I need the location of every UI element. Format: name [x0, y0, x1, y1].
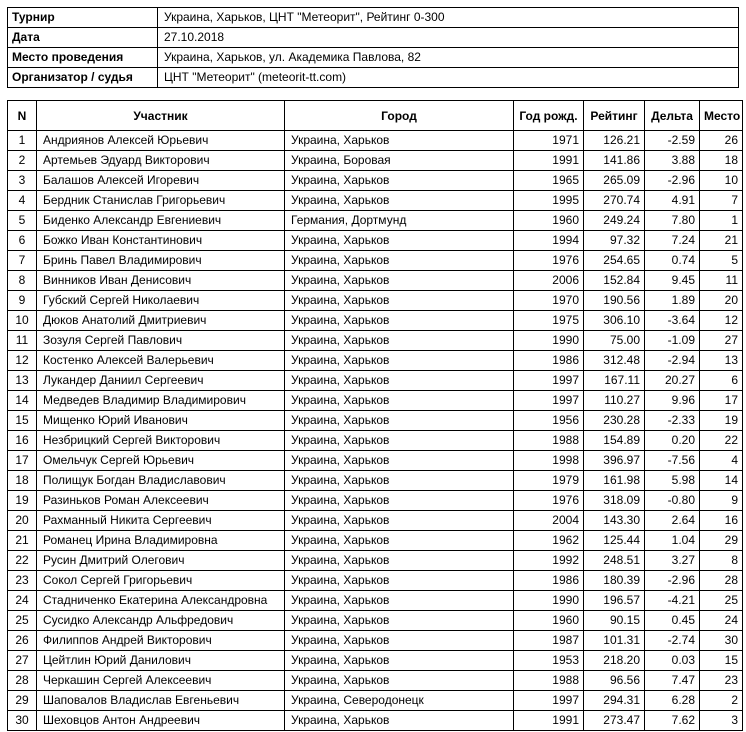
cell-participant: Бердник Станислав Григорьевич: [37, 191, 285, 211]
cell-participant: Шаповалов Владислав Евгеньевич: [37, 691, 285, 711]
cell-delta: 2.64: [645, 511, 700, 531]
cell-city: Украина, Харьков: [285, 291, 514, 311]
cell-delta: 7.62: [645, 711, 700, 731]
cell-rating: 294.31: [584, 691, 645, 711]
results-table: [7, 100, 743, 731]
cell-rating: 161.98: [584, 471, 645, 491]
cell-birth-year: 1998: [514, 451, 584, 471]
table-row: [8, 271, 743, 291]
cell-number: 6: [8, 231, 37, 251]
cell-birth-year: 1962: [514, 531, 584, 551]
cell-participant: Балашов Алексей Игоревич: [37, 171, 285, 191]
cell-delta: -1.09: [645, 331, 700, 351]
cell-number: 28: [8, 671, 37, 691]
cell-rating: 125.44: [584, 531, 645, 551]
info-label: Место проведения: [8, 48, 158, 68]
cell-birth-year: 1971: [514, 131, 584, 151]
cell-participant: Лукандер Даниил Сергеевич: [37, 371, 285, 391]
cell-place: 26: [700, 131, 743, 151]
cell-rating: 270.74: [584, 191, 645, 211]
cell-birth-year: 1960: [514, 211, 584, 231]
cell-city: Украина, Боровая: [285, 151, 514, 171]
cell-delta: -2.59: [645, 131, 700, 151]
cell-participant: Артемьев Эдуард Викторович: [37, 151, 285, 171]
cell-place: 13: [700, 351, 743, 371]
table-row: [8, 491, 743, 511]
cell-participant: Медведев Владимир Владимирович: [37, 391, 285, 411]
cell-city: Украина, Харьков: [285, 351, 514, 371]
cell-city: Украина, Харьков: [285, 391, 514, 411]
cell-participant: Сусидко Александр Альфредович: [37, 611, 285, 631]
tournament-info-table: [7, 7, 739, 88]
cell-birth-year: 1970: [514, 291, 584, 311]
cell-number: 5: [8, 211, 37, 231]
cell-place: 3: [700, 711, 743, 731]
header-place: Место: [700, 101, 743, 131]
cell-city: Украина, Харьков: [285, 491, 514, 511]
cell-participant: Полищук Богдан Владиславович: [37, 471, 285, 491]
cell-place: 8: [700, 551, 743, 571]
cell-rating: 141.86: [584, 151, 645, 171]
cell-city: Украина, Харьков: [285, 671, 514, 691]
cell-participant: Костенко Алексей Валерьевич: [37, 351, 285, 371]
cell-rating: 273.47: [584, 711, 645, 731]
table-row: [8, 651, 743, 671]
cell-delta: 1.04: [645, 531, 700, 551]
cell-birth-year: 1979: [514, 471, 584, 491]
cell-rating: 90.15: [584, 611, 645, 631]
cell-delta: -2.96: [645, 171, 700, 191]
header-city: Город: [285, 101, 514, 131]
table-row: [8, 691, 743, 711]
cell-number: 21: [8, 531, 37, 551]
cell-birth-year: 1988: [514, 671, 584, 691]
cell-participant: Винников Иван Денисович: [37, 271, 285, 291]
cell-delta: 7.24: [645, 231, 700, 251]
cell-rating: 254.65: [584, 251, 645, 271]
cell-city: Украина, Харьков: [285, 231, 514, 251]
info-row-tournament: [8, 8, 739, 28]
cell-rating: 249.24: [584, 211, 645, 231]
cell-birth-year: 1992: [514, 551, 584, 571]
info-value: Украина, Харьков, ЦНТ "Метеорит", Рейтинг 0-300: [158, 8, 739, 28]
cell-number: 23: [8, 571, 37, 591]
cell-participant: Мищенко Юрий Иванович: [37, 411, 285, 431]
cell-number: 1: [8, 131, 37, 151]
cell-birth-year: 1997: [514, 371, 584, 391]
table-row: [8, 291, 743, 311]
cell-delta: -4.21: [645, 591, 700, 611]
cell-rating: 96.56: [584, 671, 645, 691]
header-participant: Участник: [37, 101, 285, 131]
info-value: ЦНТ "Метеорит" (meteorit-tt.com): [158, 68, 739, 88]
info-row-organizer: [8, 68, 739, 88]
table-row: [8, 411, 743, 431]
cell-city: Украина, Харьков: [285, 631, 514, 651]
cell-birth-year: 1965: [514, 171, 584, 191]
table-row: [8, 611, 743, 631]
cell-participant: Божко Иван Константинович: [37, 231, 285, 251]
table-row: [8, 231, 743, 251]
cell-birth-year: 1986: [514, 571, 584, 591]
cell-participant: Филиппов Андрей Викторович: [37, 631, 285, 651]
cell-participant: Русин Дмитрий Олегович: [37, 551, 285, 571]
cell-birth-year: 1988: [514, 431, 584, 451]
cell-place: 15: [700, 651, 743, 671]
cell-delta: 9.45: [645, 271, 700, 291]
cell-city: Украина, Харьков: [285, 251, 514, 271]
cell-number: 2: [8, 151, 37, 171]
cell-number: 29: [8, 691, 37, 711]
table-row: [8, 211, 743, 231]
cell-place: 28: [700, 571, 743, 591]
results-header-row: [8, 101, 743, 131]
table-row: [8, 151, 743, 171]
cell-rating: 196.57: [584, 591, 645, 611]
cell-rating: 154.89: [584, 431, 645, 451]
info-label: Дата: [8, 28, 158, 48]
cell-place: 10: [700, 171, 743, 191]
cell-city: Украина, Харьков: [285, 171, 514, 191]
table-row: [8, 431, 743, 451]
cell-city: Украина, Харьков: [285, 511, 514, 531]
cell-delta: -2.94: [645, 351, 700, 371]
cell-delta: -2.33: [645, 411, 700, 431]
cell-place: 4: [700, 451, 743, 471]
cell-number: 8: [8, 271, 37, 291]
cell-number: 17: [8, 451, 37, 471]
cell-number: 26: [8, 631, 37, 651]
cell-delta: -0.80: [645, 491, 700, 511]
cell-city: Украина, Харьков: [285, 451, 514, 471]
cell-number: 22: [8, 551, 37, 571]
cell-delta: 1.89: [645, 291, 700, 311]
cell-participant: Разиньков Роман Алексеевич: [37, 491, 285, 511]
cell-place: 14: [700, 471, 743, 491]
cell-place: 11: [700, 271, 743, 291]
table-row: [8, 371, 743, 391]
cell-place: 29: [700, 531, 743, 551]
table-row: [8, 171, 743, 191]
cell-delta: 9.96: [645, 391, 700, 411]
cell-birth-year: 1960: [514, 611, 584, 631]
cell-place: 24: [700, 611, 743, 631]
table-row: [8, 571, 743, 591]
cell-delta: 3.27: [645, 551, 700, 571]
cell-rating: 75.00: [584, 331, 645, 351]
table-row: [8, 671, 743, 691]
cell-participant: Рахманный Никита Сергеевич: [37, 511, 285, 531]
cell-number: 11: [8, 331, 37, 351]
cell-delta: 0.45: [645, 611, 700, 631]
info-row-date: [8, 28, 739, 48]
cell-number: 4: [8, 191, 37, 211]
cell-number: 30: [8, 711, 37, 731]
cell-birth-year: 1987: [514, 631, 584, 651]
cell-birth-year: 1953: [514, 651, 584, 671]
cell-city: Украина, Харьков: [285, 271, 514, 291]
cell-rating: 318.09: [584, 491, 645, 511]
cell-participant: Бринь Павел Владимирович: [37, 251, 285, 271]
cell-place: 19: [700, 411, 743, 431]
header-year: Год рожд.: [514, 101, 584, 131]
cell-place: 20: [700, 291, 743, 311]
cell-participant: Цейтлин Юрий Данилович: [37, 651, 285, 671]
cell-participant: Биденко Александр Евгениевич: [37, 211, 285, 231]
header-n: N: [8, 101, 37, 131]
cell-birth-year: 1997: [514, 691, 584, 711]
cell-delta: 0.20: [645, 431, 700, 451]
cell-participant: Незбрицкий Сергей Викторович: [37, 431, 285, 451]
info-value: 27.10.2018: [158, 28, 739, 48]
cell-birth-year: 1991: [514, 711, 584, 731]
cell-city: Украина, Харьков: [285, 711, 514, 731]
cell-number: 18: [8, 471, 37, 491]
cell-number: 19: [8, 491, 37, 511]
table-row: [8, 451, 743, 471]
cell-place: 22: [700, 431, 743, 451]
cell-delta: 4.91: [645, 191, 700, 211]
cell-participant: Омельчук Сергей Юрьевич: [37, 451, 285, 471]
cell-city: Украина, Харьков: [285, 591, 514, 611]
cell-rating: 101.31: [584, 631, 645, 651]
cell-number: 20: [8, 511, 37, 531]
cell-city: Украина, Харьков: [285, 531, 514, 551]
cell-rating: 230.28: [584, 411, 645, 431]
cell-participant: Черкашин Сергей Алексеевич: [37, 671, 285, 691]
cell-number: 10: [8, 311, 37, 331]
cell-delta: 0.74: [645, 251, 700, 271]
cell-rating: 152.84: [584, 271, 645, 291]
cell-rating: 306.10: [584, 311, 645, 331]
cell-birth-year: 1975: [514, 311, 584, 331]
table-row: [8, 531, 743, 551]
cell-birth-year: 1976: [514, 491, 584, 511]
table-row: [8, 511, 743, 531]
cell-rating: 167.11: [584, 371, 645, 391]
table-row: [8, 351, 743, 371]
results-body: [8, 131, 743, 731]
cell-number: 13: [8, 371, 37, 391]
cell-place: 21: [700, 231, 743, 251]
cell-birth-year: 1986: [514, 351, 584, 371]
info-label: Организатор / судья: [8, 68, 158, 88]
cell-number: 14: [8, 391, 37, 411]
table-row: [8, 131, 743, 151]
cell-birth-year: 2006: [514, 271, 584, 291]
cell-city: Украина, Харьков: [285, 551, 514, 571]
cell-city: Украина, Харьков: [285, 131, 514, 151]
cell-number: 15: [8, 411, 37, 431]
table-row: [8, 311, 743, 331]
cell-delta: -3.64: [645, 311, 700, 331]
cell-participant: Андриянов Алексей Юрьевич: [37, 131, 285, 151]
cell-place: 25: [700, 591, 743, 611]
cell-delta: 6.28: [645, 691, 700, 711]
cell-city: Украина, Северодонецк: [285, 691, 514, 711]
cell-city: Украина, Харьков: [285, 611, 514, 631]
cell-number: 3: [8, 171, 37, 191]
cell-city: Украина, Харьков: [285, 331, 514, 351]
cell-number: 25: [8, 611, 37, 631]
cell-number: 9: [8, 291, 37, 311]
cell-rating: 126.21: [584, 131, 645, 151]
cell-place: 1: [700, 211, 743, 231]
table-row: [8, 551, 743, 571]
cell-participant: Зозуля Сергей Павлович: [37, 331, 285, 351]
table-row: [8, 391, 743, 411]
cell-place: 18: [700, 151, 743, 171]
cell-place: 23: [700, 671, 743, 691]
cell-delta: -2.74: [645, 631, 700, 651]
cell-place: 6: [700, 371, 743, 391]
cell-city: Украина, Харьков: [285, 191, 514, 211]
header-rating: Рейтинг: [584, 101, 645, 131]
cell-birth-year: 1990: [514, 591, 584, 611]
cell-rating: 265.09: [584, 171, 645, 191]
cell-delta: 20.27: [645, 371, 700, 391]
cell-birth-year: 1990: [514, 331, 584, 351]
cell-number: 24: [8, 591, 37, 611]
cell-place: 30: [700, 631, 743, 651]
cell-participant: Сокол Сергей Григорьевич: [37, 571, 285, 591]
cell-birth-year: 1997: [514, 391, 584, 411]
cell-city: Украина, Харьков: [285, 651, 514, 671]
cell-city: Украина, Харьков: [285, 311, 514, 331]
table-row: [8, 711, 743, 731]
cell-city: Украина, Харьков: [285, 411, 514, 431]
cell-birth-year: 1994: [514, 231, 584, 251]
cell-participant: Дюков Анатолий Дмитриевич: [37, 311, 285, 331]
info-row-venue: [8, 48, 739, 68]
table-row: [8, 251, 743, 271]
cell-birth-year: 1956: [514, 411, 584, 431]
cell-birth-year: 1991: [514, 151, 584, 171]
table-row: [8, 471, 743, 491]
cell-rating: 218.20: [584, 651, 645, 671]
cell-delta: 3.88: [645, 151, 700, 171]
cell-rating: 248.51: [584, 551, 645, 571]
table-row: [8, 591, 743, 611]
cell-place: 12: [700, 311, 743, 331]
cell-rating: 143.30: [584, 511, 645, 531]
cell-rating: 110.27: [584, 391, 645, 411]
cell-participant: Романец Ирина Владимировна: [37, 531, 285, 551]
cell-city: Украина, Харьков: [285, 431, 514, 451]
cell-birth-year: 1995: [514, 191, 584, 211]
table-row: [8, 331, 743, 351]
cell-city: Германия, Дортмунд: [285, 211, 514, 231]
cell-place: 5: [700, 251, 743, 271]
cell-city: Украина, Харьков: [285, 371, 514, 391]
cell-birth-year: 2004: [514, 511, 584, 531]
cell-participant: Губский Сергей Николаевич: [37, 291, 285, 311]
cell-number: 16: [8, 431, 37, 451]
cell-birth-year: 1976: [514, 251, 584, 271]
cell-delta: 7.80: [645, 211, 700, 231]
cell-number: 7: [8, 251, 37, 271]
table-row: [8, 191, 743, 211]
cell-participant: Шеховцов Антон Андреевич: [37, 711, 285, 731]
cell-delta: 0.03: [645, 651, 700, 671]
cell-participant: Стадниченко Екатерина Александровна: [37, 591, 285, 611]
info-label: Турнир: [8, 8, 158, 28]
cell-rating: 97.32: [584, 231, 645, 251]
header-delta: Дельта: [645, 101, 700, 131]
cell-place: 27: [700, 331, 743, 351]
cell-rating: 180.39: [584, 571, 645, 591]
cell-place: 16: [700, 511, 743, 531]
cell-place: 2: [700, 691, 743, 711]
cell-place: 17: [700, 391, 743, 411]
cell-city: Украина, Харьков: [285, 471, 514, 491]
cell-rating: 396.97: [584, 451, 645, 471]
cell-place: 7: [700, 191, 743, 211]
cell-delta: 7.47: [645, 671, 700, 691]
cell-rating: 190.56: [584, 291, 645, 311]
table-row: [8, 631, 743, 651]
cell-delta: -2.96: [645, 571, 700, 591]
cell-number: 12: [8, 351, 37, 371]
cell-city: Украина, Харьков: [285, 571, 514, 591]
cell-place: 9: [700, 491, 743, 511]
cell-number: 27: [8, 651, 37, 671]
info-value: Украина, Харьков, ул. Академика Павлова, 82: [158, 48, 739, 68]
cell-rating: 312.48: [584, 351, 645, 371]
cell-delta: 5.98: [645, 471, 700, 491]
cell-delta: -7.56: [645, 451, 700, 471]
